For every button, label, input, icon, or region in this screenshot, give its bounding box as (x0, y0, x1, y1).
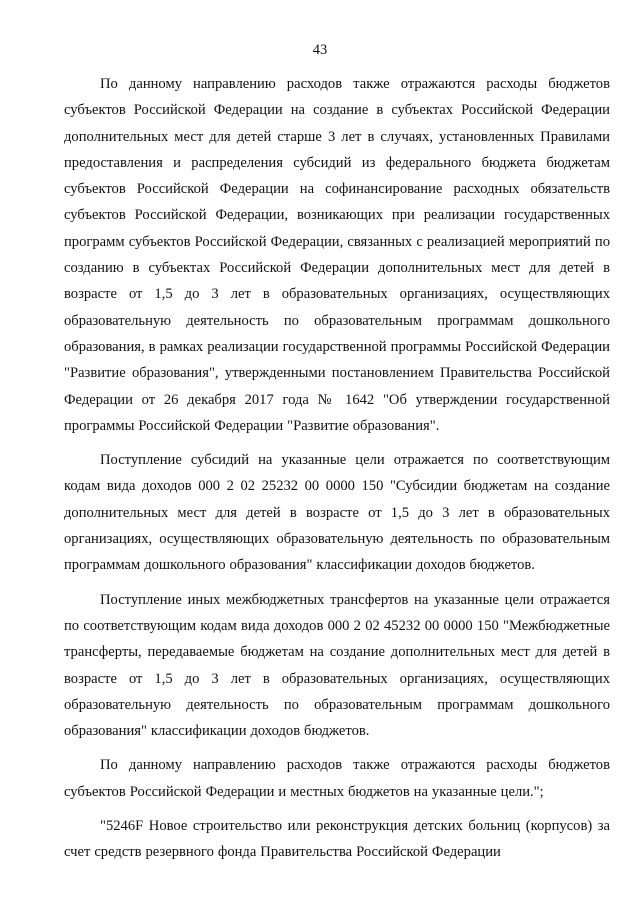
document-body (64, 71, 610, 874)
paragraph-5: "5246F Новое строительство или реконструкция детских больниц (корпусов) за счет средств резервного фонда Правительства Российской Федерации (64, 818, 610, 861)
paragraph-2: Поступление субсидий на указанные цели отражается по соответствующим кодам вида доходов 000 2 02 25232 00 0000 150 "Субсидии бюджетам на создание дополнительных мест для детей в возрасте от 1,5 до 3 лет в образовательных организациях, осуществляющих образовательную деятельность по образовательным программам дошкольного образования" классификации доходов бюджетов. (64, 452, 610, 574)
paragraph-4: По данному направлению расходов также отражаются расходы бюджетов субъектов Российской Федерации и местных бюджетов на указанные цели."; (64, 757, 610, 800)
paragraph-3: Поступление иных межбюджетных трансфертов на указанные цели отражается по соответствующим кодам вида доходов 000 2 02 45232 00 0000 150 "Межбюджетные трансферты, передаваемые бюджетам на создание дополнительных мест для детей в возрасте от 1,5 до 3 лет в образовательных организациях, осуществляющих образовательную деятельность по образовательным программам дошкольного образования" классификации доходов бюджетов. (64, 591, 610, 740)
page-number: 43 (312, 42, 328, 58)
paragraph-1: По данному направлению расходов также отражаются расходы бюджетов субъектов Российской Федерации на создание в субъектах Российской Федерации дополнительных мест для детей старше 3 лет в случаях, установленных Правилами предоставления и распределения субсидий из федерального бюджета бюджетам субъектов Российской Федерации на софинансирование расходных обязательств субъектов Российской Федерации, возникающих при реализации государственных программ субъектов Российской Федерации, связанных с реализацией мероприятий по созданию в субъектах Российской Федерации дополнительных мест для детей в возрасте от 1,5 до 3 лет в образовательных организациях, осуществляющих образовательную деятельность по образовательным программам дошкольного образования, в рамках реализации государственной программы Российской Федерации "Развитие образования", утвержденными постановлением Правительства Российской Федерации от 26 декабря 2017 года № 1642 "Об утверждении государственной программы Российской Федерации "Развитие образования". (64, 76, 610, 434)
